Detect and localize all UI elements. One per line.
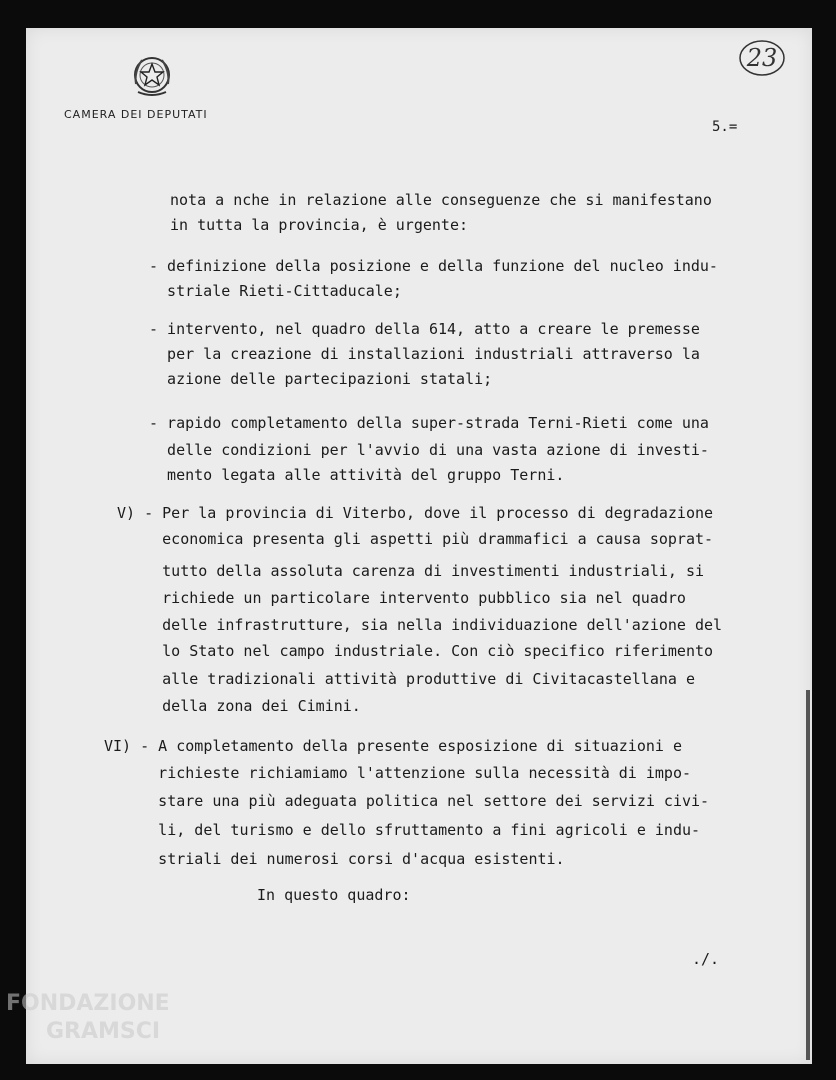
intro-line: in tutta la provincia, è urgente:: [170, 216, 469, 234]
section-vi-line: li, del turismo e dello sfruttamento a fini agricoli e indu-: [104, 821, 701, 839]
archive-number: 23: [746, 44, 778, 72]
watermark: [6, 990, 170, 1046]
bullet-line: azione delle partecipazioni statali;: [149, 370, 493, 388]
section-v-line: economica presenta gli aspetti più drammafici a causa soprat-: [117, 530, 714, 548]
section-v-line: tutto della assoluta carenza di investimenti industriali, si: [117, 562, 704, 580]
section-vi-line: striali dei numerosi corsi d'acqua esistenti.: [104, 850, 565, 868]
section-vi-line: stare una più adeguata politica nel settore dei servizi civi-: [104, 792, 710, 810]
bullet-line: - intervento, nel quadro della 614, atto a creare le premesse: [149, 320, 700, 338]
section-v-line: alle tradizionali attività produttive di Civitacastellana e: [117, 670, 695, 688]
section-v-line: delle infrastrutture, sia nella individuazione dell'azione del: [117, 616, 723, 634]
section-vi-line: VI) - A completamento della presente esposizione di situazioni e: [104, 737, 682, 755]
bullet-line: per la creazione di installazioni industriali attraverso la: [149, 345, 700, 363]
watermark-line: GRAMSCI: [46, 1019, 161, 1044]
section-vi-line: richieste richiamiamo l'attenzione sulla necessità di impo-: [104, 764, 691, 782]
bullet-line: delle condizioni per l'avvio di una vasta azione di investi-: [149, 441, 709, 459]
bullet-line: striale Rieti-Cittaducale;: [149, 282, 402, 300]
archive-number-stamp: [738, 38, 786, 78]
bullet-line: - rapido completamento della super-strada Terni-Rieti come una: [149, 414, 709, 432]
section-v-line: lo Stato nel campo industriale. Con ciò specifico riferimento: [117, 642, 714, 660]
continuation-mark: ./.: [692, 950, 720, 968]
bullet-line: - definizione della posizione e della funzione del nucleo indu-: [149, 257, 718, 275]
closing-intro: In questo quadro:: [257, 886, 411, 904]
institution-label: CAMERA DEI DEPUTATI: [64, 108, 208, 121]
italian-republic-emblem-icon: [128, 50, 176, 100]
watermark-line: FONDAZIONE: [6, 991, 170, 1016]
section-v-line: V) - Per la provincia di Viterbo, dove il processo di degradazione: [117, 504, 714, 522]
section-v-line: richiede un particolare intervento pubblico sia nel quadro: [117, 589, 686, 607]
section-v-line: della zona dei Cimini.: [117, 697, 361, 715]
page-edge: [806, 690, 810, 1060]
intro-line: nota a nche in relazione alle conseguenze che si manifestano: [170, 191, 712, 209]
bullet-line: mento legata alle attività del gruppo Terni.: [149, 466, 565, 484]
page-number: 5.=: [712, 119, 738, 135]
